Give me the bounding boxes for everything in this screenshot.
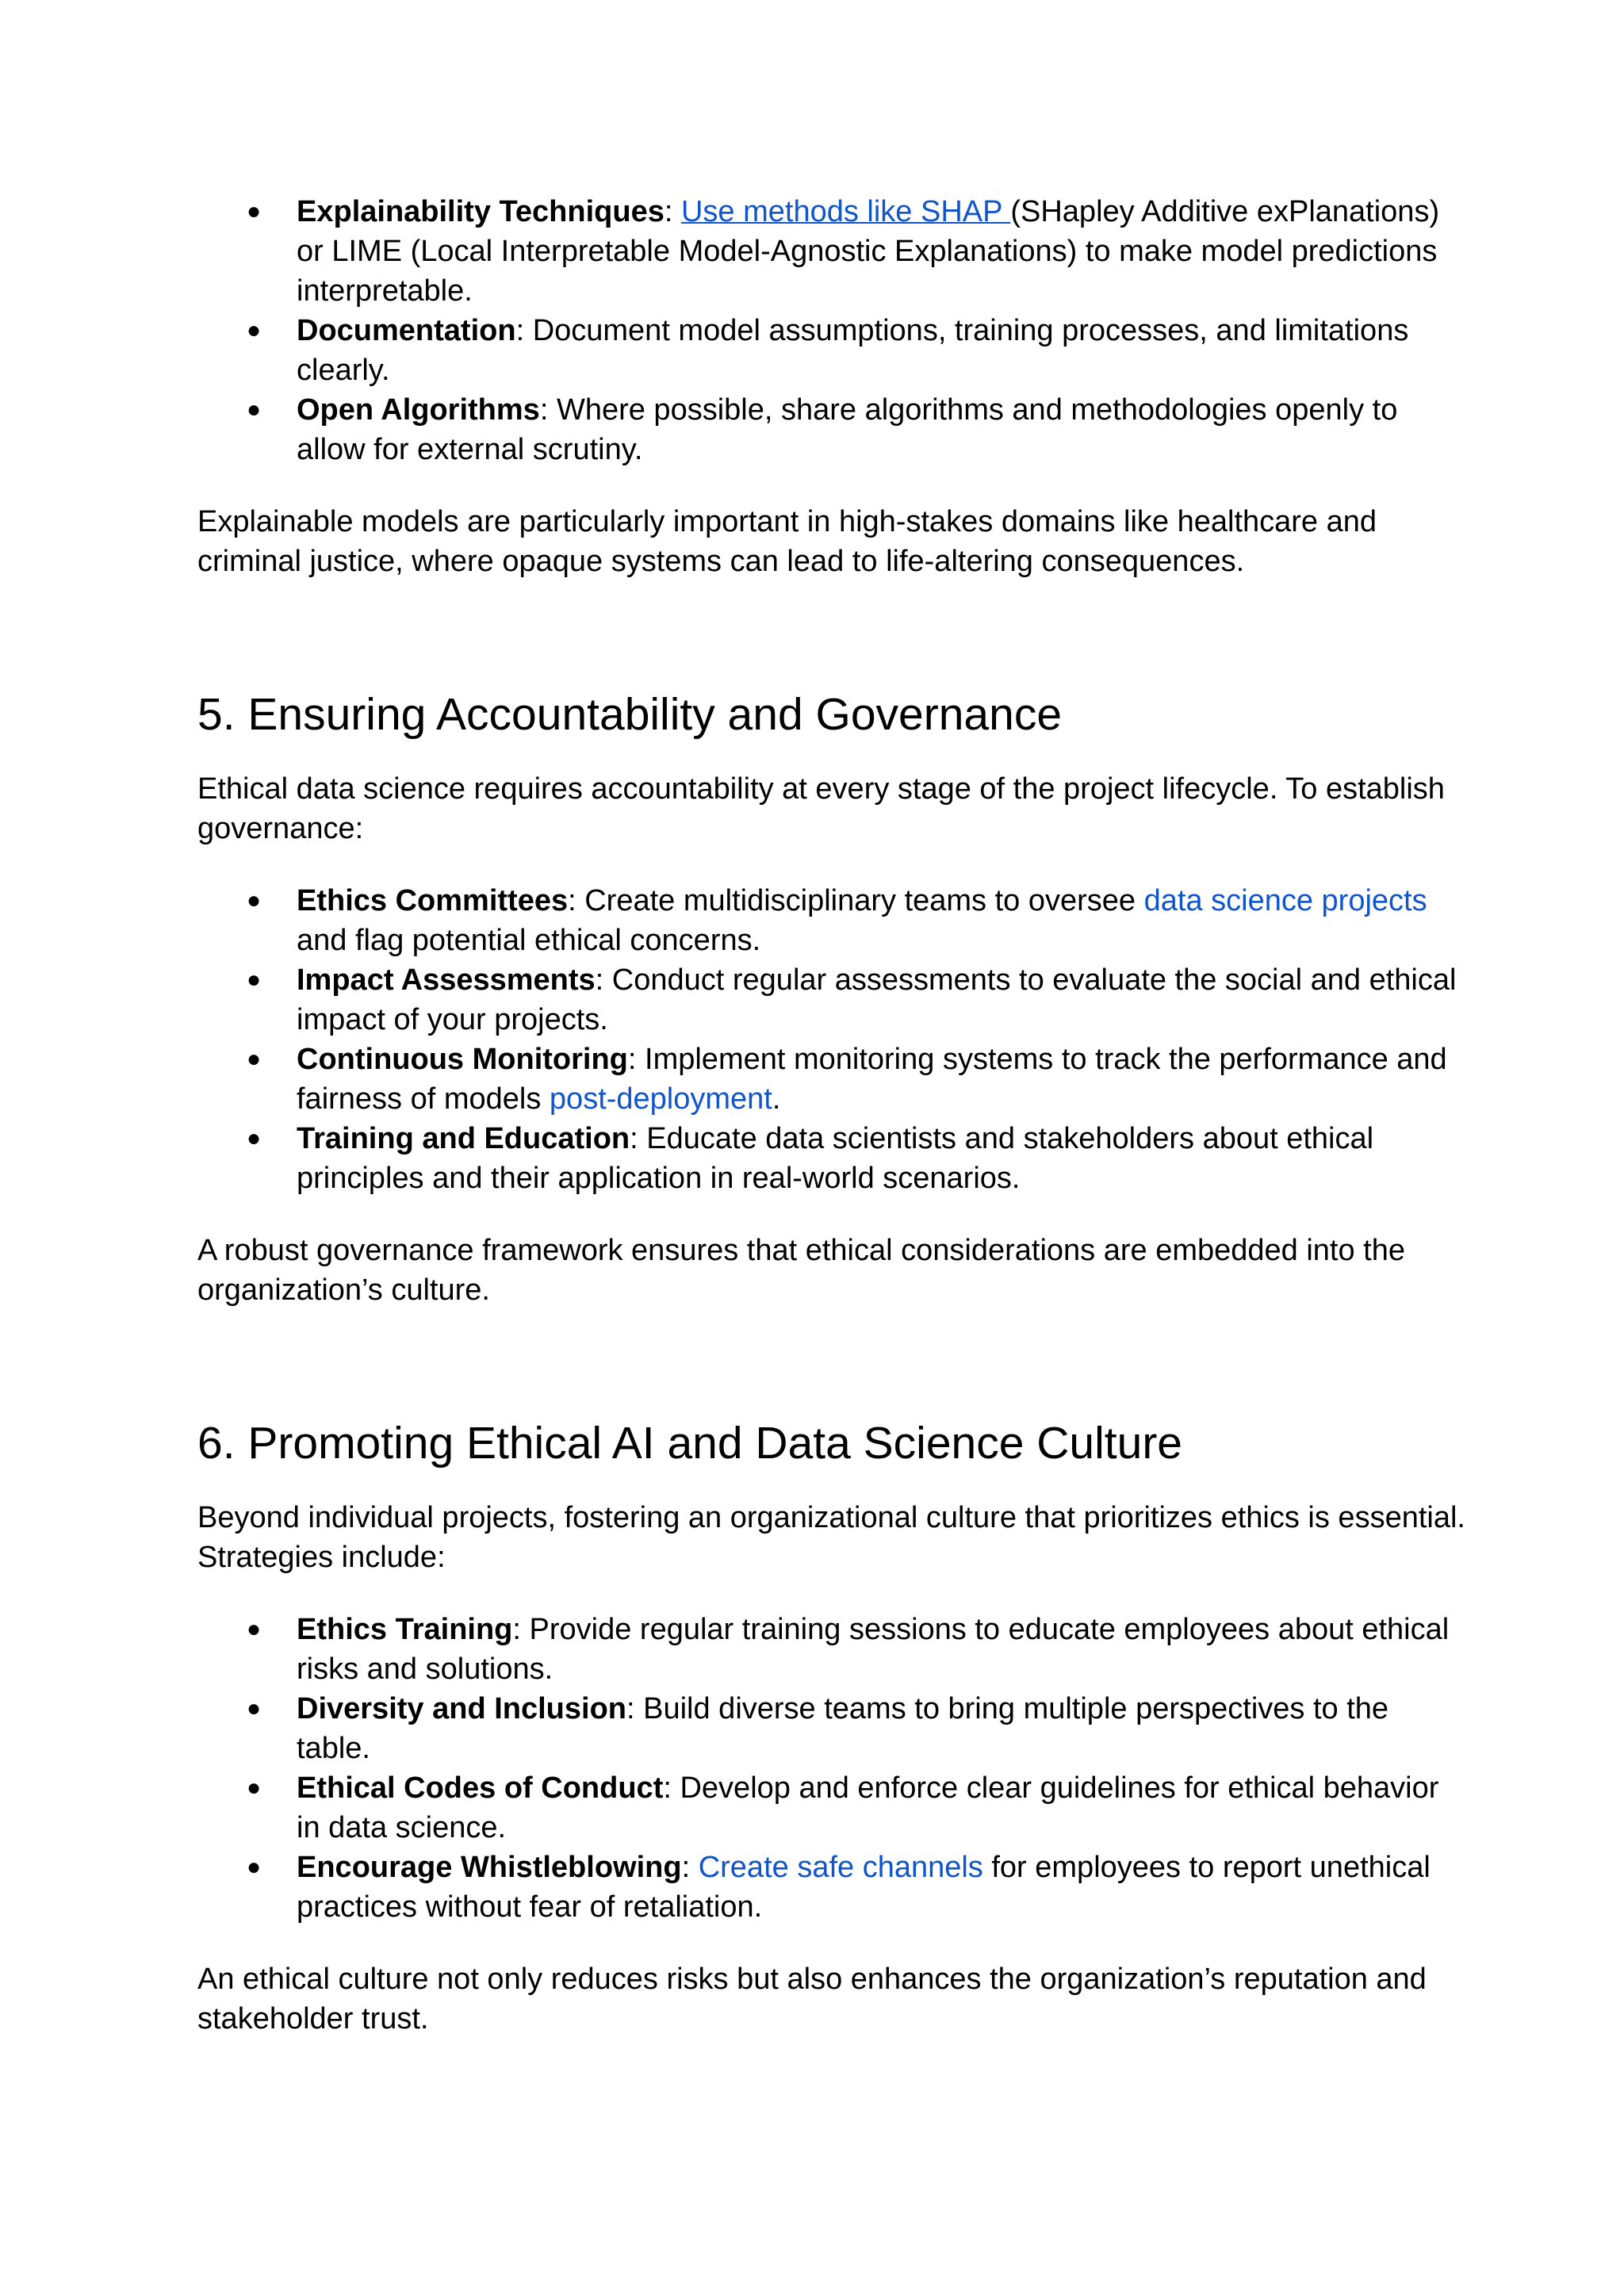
list-item bbox=[247, 390, 1466, 469]
section4-closing-paragraph: Explainable models are particularly important in high-stakes domains like healthcare and criminal justice, where opaque systems can lead to life-altering consequences. bbox=[197, 505, 1377, 578]
bullet-icon: ● bbox=[247, 198, 262, 224]
list-item-separator: : bbox=[626, 1692, 644, 1725]
list-item-term: Training and Education bbox=[297, 1122, 630, 1155]
list-item-text: Build diverse teams to bring multiple perspectives to the table. bbox=[297, 1692, 1389, 1765]
data-science-projects-link[interactable]: data science projects bbox=[1143, 884, 1427, 917]
bullet-icon: ● bbox=[247, 887, 262, 913]
bullet-icon: ● bbox=[247, 1616, 262, 1642]
document-page bbox=[197, 192, 1466, 2039]
list-item-separator: : bbox=[630, 1122, 647, 1155]
list-item-separator: : bbox=[595, 963, 612, 997]
list-item-term: Ethics Training bbox=[297, 1613, 513, 1646]
list-item-text: Educate data scientists and stakeholders about ethical principles and their application in real-world scenarios. bbox=[297, 1122, 1374, 1195]
list-item-text-after: for employees to report unethical practices without fear of retaliation. bbox=[297, 1851, 1431, 1924]
list-item-text: Implement monitoring systems to track the performance and fairness of models bbox=[297, 1043, 1447, 1116]
list-item bbox=[247, 1119, 1466, 1198]
shap-methods-link[interactable]: Use methods like SHAP bbox=[680, 195, 1011, 228]
section6-closing-paragraph: An ethical culture not only reduces risks but also enhances the organization’s reputation and stakeholder trust. bbox=[197, 1963, 1427, 2035]
section5-bullet-list bbox=[197, 881, 1466, 1198]
bullet-icon: ● bbox=[247, 1854, 262, 1880]
list-item-separator: : bbox=[627, 1043, 645, 1076]
list-item bbox=[247, 1610, 1466, 1689]
bullet-icon: ● bbox=[247, 1695, 262, 1721]
list-item-separator: : bbox=[515, 314, 533, 347]
list-item bbox=[247, 1689, 1466, 1768]
list-item bbox=[247, 311, 1466, 390]
list-item-term: Diversity and Inclusion bbox=[297, 1692, 626, 1725]
list-item-separator: : bbox=[512, 1613, 530, 1646]
list-item-text: (SHapley Additive exPlanations) or LIME (Local Interpretable Model-Agnostic Explanations) to make model predictions interpretable. bbox=[297, 195, 1440, 308]
list-item-separator: : bbox=[568, 884, 585, 917]
bullet-icon: ● bbox=[247, 1046, 262, 1072]
create-safe-channels-link[interactable]: Create safe channels bbox=[698, 1851, 983, 1884]
section5-intro-paragraph: Ethical data science requires accountability at every stage of the project lifecycle. To establish governance: bbox=[197, 772, 1445, 845]
list-item-term: Documentation bbox=[297, 314, 516, 347]
bullet-icon: ● bbox=[247, 1125, 262, 1151]
list-item-text: Document model assumptions, training processes, and limitations clearly. bbox=[297, 314, 1409, 387]
section6-heading: 6. Promoting Ethical AI and Data Science Culture bbox=[197, 1418, 1183, 1469]
list-item bbox=[247, 1040, 1466, 1119]
list-item bbox=[247, 192, 1466, 311]
post-deployment-link[interactable]: post-deployment bbox=[549, 1082, 772, 1116]
list-item-separator: : bbox=[681, 1851, 699, 1884]
section4-bullet-list bbox=[197, 192, 1466, 469]
list-item bbox=[247, 1848, 1466, 1927]
list-item-text: Develop and enforce clear guidelines for ethical behavior in data science. bbox=[297, 1771, 1439, 1844]
list-item-text-after: and flag potential ethical concerns. bbox=[297, 924, 761, 957]
list-item-text: Where possible, share algorithms and methodologies openly to allow for external scrutiny. bbox=[297, 393, 1398, 466]
list-item-term: Open Algorithms bbox=[297, 393, 540, 427]
bullet-icon: ● bbox=[247, 967, 262, 993]
list-item-text: Conduct regular assessments to evaluate the social and ethical impact of your projects. bbox=[297, 963, 1457, 1036]
list-item-separator: : bbox=[664, 195, 681, 228]
list-item-term: Ethics Committees bbox=[297, 884, 569, 917]
bullet-icon: ● bbox=[247, 317, 262, 343]
list-item-term: Encourage Whistleblowing bbox=[297, 1851, 682, 1884]
list-item-separator: : bbox=[539, 393, 557, 427]
list-item-text-after: . bbox=[772, 1082, 781, 1116]
list-item-text: Provide regular training sessions to educate employees about ethical risks and solutions. bbox=[297, 1613, 1450, 1686]
list-item bbox=[247, 1768, 1466, 1848]
section5-heading: 5. Ensuring Accountability and Governance bbox=[197, 689, 1063, 740]
list-item-separator: : bbox=[663, 1771, 680, 1805]
section5-closing-paragraph: A robust governance framework ensures that ethical considerations are embedded into the organization’s culture. bbox=[197, 1234, 1406, 1307]
list-item bbox=[247, 960, 1466, 1040]
section6-bullet-list bbox=[197, 1610, 1466, 1927]
list-item-term: Continuous Monitoring bbox=[297, 1043, 628, 1076]
list-item bbox=[247, 881, 1466, 960]
section6-intro-paragraph: Beyond individual projects, fostering an organizational culture that prioritizes ethics is essential. Strategies include: bbox=[197, 1501, 1465, 1574]
list-item-term: Explainability Techniques bbox=[297, 195, 665, 228]
bullet-icon: ● bbox=[247, 1775, 262, 1801]
list-item-text: Create multidisciplinary teams to oversee bbox=[584, 884, 1144, 917]
bullet-icon: ● bbox=[247, 396, 262, 423]
list-item-term: Ethical Codes of Conduct bbox=[297, 1771, 664, 1805]
list-item-term: Impact Assessments bbox=[297, 963, 596, 997]
